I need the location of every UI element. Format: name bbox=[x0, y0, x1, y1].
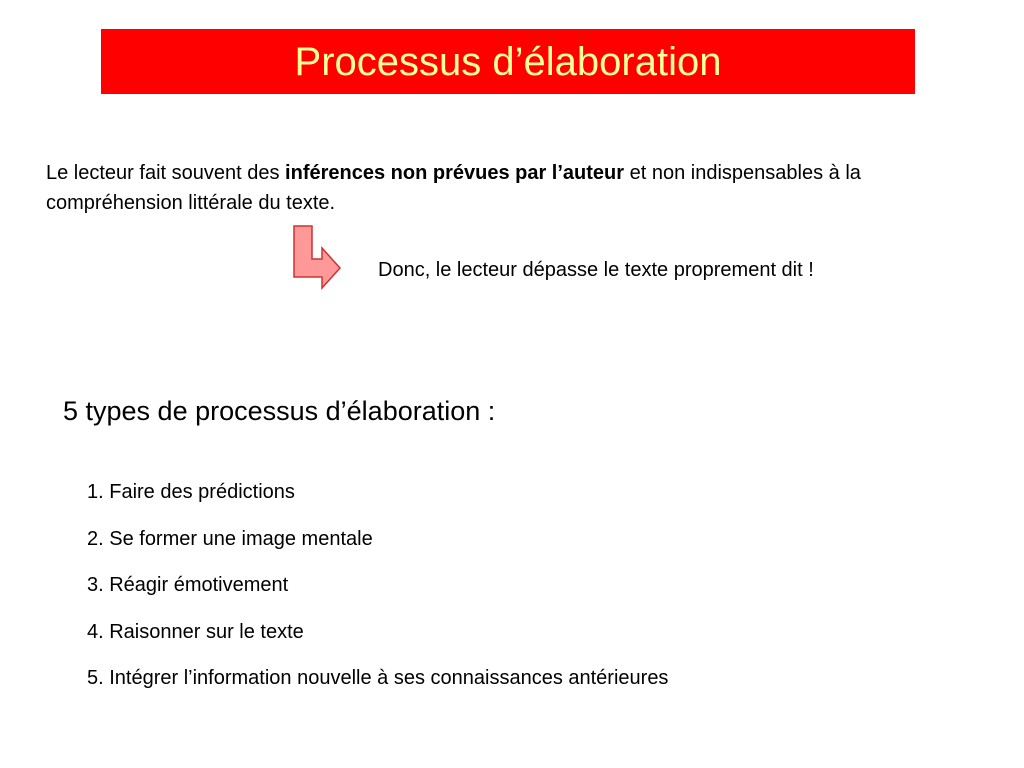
types-heading: 5 types de processus d’élaboration : bbox=[63, 396, 496, 426]
intro-text-bold: inférences non prévues par l’auteur bbox=[285, 162, 625, 184]
conclusion-text: Donc, le lecteur dépasse le texte proprement dit ! bbox=[378, 259, 814, 281]
list-item: 3. Réagir émotivement bbox=[87, 574, 289, 596]
list-item: 4. Raisonner sur le texte bbox=[87, 620, 304, 643]
intro-paragraph bbox=[46, 158, 946, 218]
title-banner bbox=[101, 29, 915, 94]
arrow-shape bbox=[294, 226, 340, 288]
list-item: 1. Faire des prédictions bbox=[87, 481, 295, 503]
intro-text-after: et non indispensables à la compréhension littérale du texte. bbox=[46, 162, 861, 214]
list-item: 5. Intégrer l’information nouvelle à ses connaissances antérieures bbox=[87, 667, 669, 689]
intro-text-before: Le lecteur fait souvent des bbox=[46, 162, 286, 184]
slide-title: Processus d’élaboration bbox=[294, 39, 722, 84]
list-item: 2. Se former une image mentale bbox=[87, 527, 373, 550]
bent-arrow-down-right-icon bbox=[292, 224, 342, 290]
types-list bbox=[87, 479, 668, 712]
